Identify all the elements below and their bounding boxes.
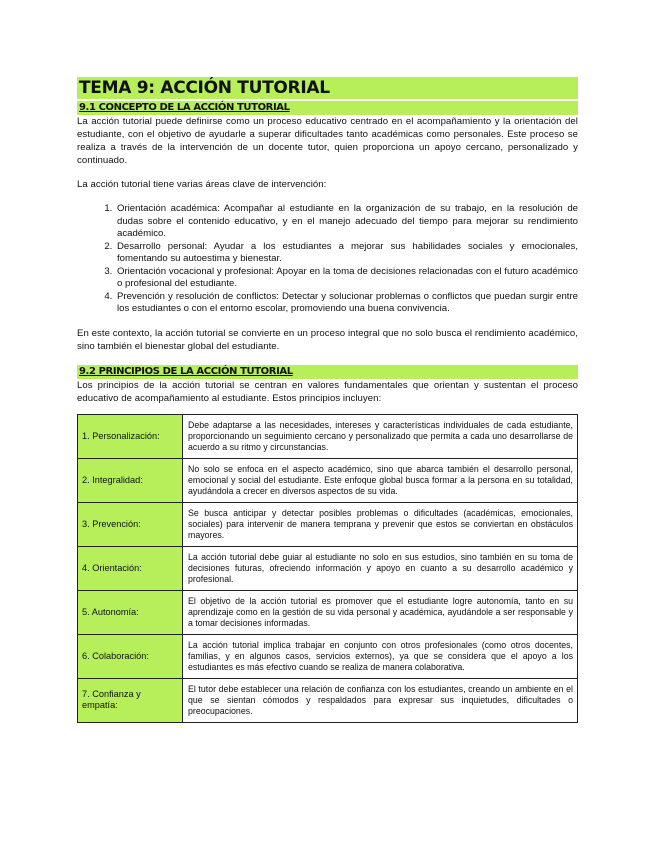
- principle-description: La acción tutorial debe guiar al estudiante no solo en sus estudios, sino también en su toma de decisiones futuras, ofreciendo información y apoyo en cuanto a su desarrollo académico y profesional.: [183, 546, 578, 590]
- page-title: TEMA 9: ACCIÓN TUTORIAL: [77, 77, 578, 99]
- table-row: [78, 502, 578, 546]
- areas-lead-paragraph: La acción tutorial tiene varias áreas clave de intervención:: [77, 179, 327, 190]
- principle-description: El objetivo de la acción tutorial es promover que el estudiante logre autonomía, tanto en su aprendizaje como en la gestión de su vida personal y académica, ayudándole a ser responsable y a tomar decisiones informadas.: [183, 590, 578, 634]
- table-row: [78, 634, 578, 678]
- principle-label: 4. Orientación:: [78, 546, 183, 590]
- list-item: 4. Prevención y resolución de conflictos: Detectar y solucionar problemas o conflictos que puedan surgir entre los estudiantes o con el entorno escolar, promoviendo una buena convivencia.: [115, 291, 578, 316]
- concepto-closing-paragraph: En este contexto, la acción tutorial se convierte en un proceso integral que no solo busca el rendimiento académico, sino también el bienestar global del estudiante.: [77, 327, 578, 352]
- principle-description: La acción tutorial implica trabajar en conjunto con otros profesionales (como otros docentes, familias, y en algunos casos, servicios externos), ya que se considera que el apoyo a los estudiantes es más efectivo cuando se realiza de manera colaborativa.: [183, 634, 578, 678]
- principle-description: Se busca anticipar y detectar posibles problemas o dificultades (académicas, emocionales, sociales) para intervenir de manera temprana y prevenir que estos se conviertan en obstáculos mayores.: [183, 502, 578, 546]
- section-heading-principios: 9.2 PRINCIPIOS DE LA ACCIÓN TUTORIAL: [77, 365, 578, 379]
- table-row: [78, 458, 578, 502]
- principle-label: 6. Colaboración:: [78, 634, 183, 678]
- principle-label: 1. Personalización:: [78, 414, 183, 458]
- list-item: 1. Orientación académica: Acompañar al estudiante en la organización de su trabajo, en la resolución de dudas sobre el contenido educativo, y en el manejo adecuado del tiempo para mejorar su rendimiento académico.: [115, 203, 578, 241]
- principle-description: El tutor debe establecer una relación de confianza con los estudiantes, creando un ambiente en el que se sientan cómodos y respaldados para expresar sus inquietudes, dificultades o preocupaciones.: [183, 678, 578, 722]
- table-row: [78, 414, 578, 458]
- document-page: [77, 77, 578, 723]
- concepto-intro-paragraph: La acción tutorial puede definirse como un proceso educativo centrado en el acompañamiento y la orientación del estudiante, con el objetivo de ayudarle a superar dificultades tanto académicas como personales. Este proceso se realiza a través de la intervención de un docente tutor, quien proporciona un apoyo cercano, personalizado y continuado.: [77, 116, 578, 166]
- principles-table: [77, 414, 578, 723]
- table-row: [78, 678, 578, 722]
- principle-description: No solo se enfoca en el aspecto académico, sino que abarca también el desarrollo personal, emocional y social del estudiante. Este enfoque global busca formar a la persona en su totalidad, ayudándola a crecer en diversos aspectos de su vida.: [183, 458, 578, 502]
- section-heading-concepto: 9.1 CONCEPTO DE LA ACCIÓN TUTORIAL: [77, 101, 578, 115]
- table-row: [78, 546, 578, 590]
- table-row: [78, 590, 578, 634]
- principle-label: 2. Integralidad:: [78, 458, 183, 502]
- principle-label: 5. Autonomía:: [78, 590, 183, 634]
- list-item: 2. Desarrollo personal: Ayudar a los estudiantes a mejorar sus habilidades sociales y emocionales, fomentando su autoestima y bienestar.: [115, 241, 578, 266]
- principle-label: 7. Confianza y empatía:: [78, 678, 183, 722]
- list-item: 3. Orientación vocacional y profesional: Apoyar en la toma de decisiones relacionadas con el futuro académico o profesional del estudiante.: [115, 266, 578, 291]
- principios-intro-paragraph: Los principios de la acción tutorial se centran en valores fundamentales que orientan y sustentan el proceso educativo de acompañamiento al estudiante. Estos principios incluyen:: [77, 379, 578, 404]
- principle-description: Debe adaptarse a las necesidades, intereses y características individuales de cada estudiante, proporcionando un seguimiento cercano y personalizado que permita a cada uno desarrollarse de acuerdo a su ritmo y circunstancias.: [183, 414, 578, 458]
- areas-list: [77, 203, 578, 316]
- principle-label: 3. Prevención:: [78, 502, 183, 546]
